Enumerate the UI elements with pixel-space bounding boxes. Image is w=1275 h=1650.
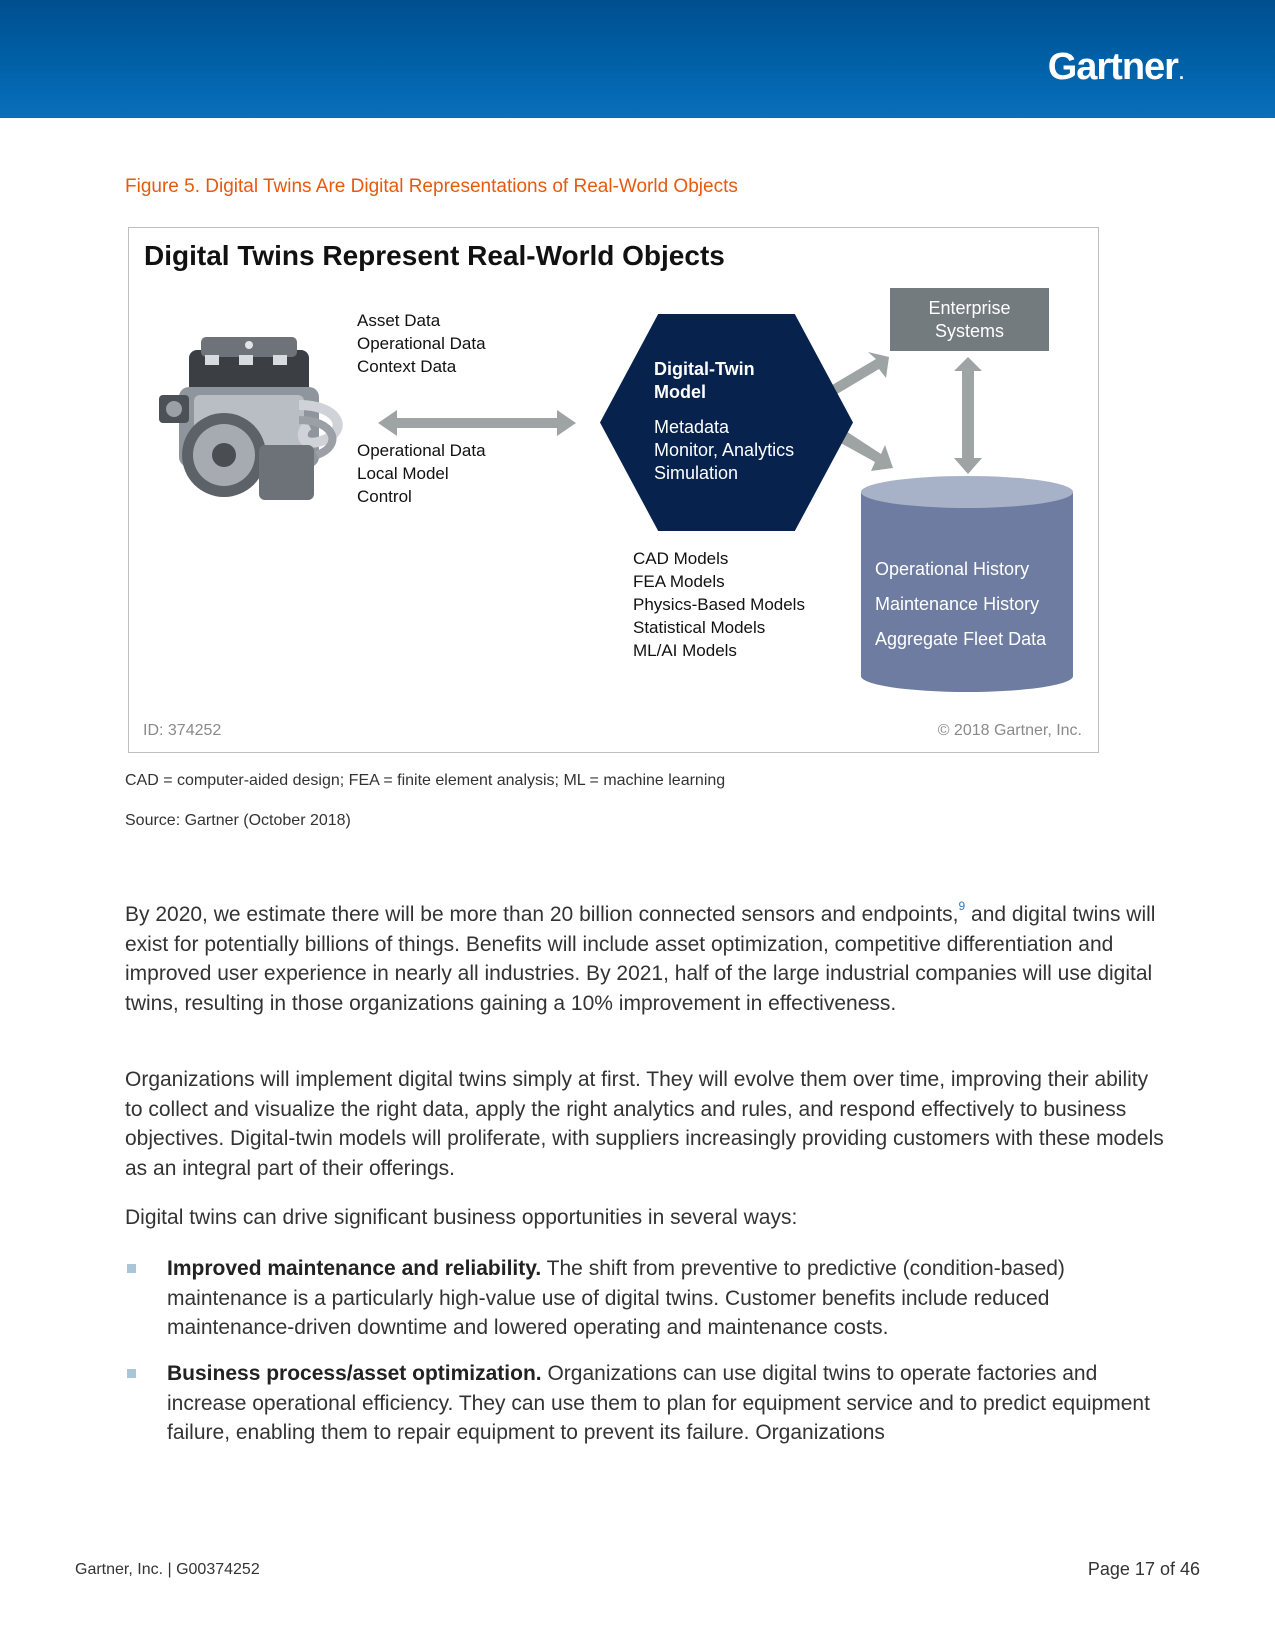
enterprise-systems-box: Enterprise Systems: [890, 288, 1049, 351]
figure-caption: Figure 5. Digital Twins Are Digital Representations of Real-World Objects: [125, 176, 738, 197]
figure-id: ID: 374252: [143, 722, 222, 739]
paragraph-3: Digital twins can drive significant business opportunities in several ways:: [125, 1206, 798, 1229]
diagram-title: Digital Twins Represent Real-World Objects: [144, 240, 725, 271]
list-item: Business process/asset optimization. Organizations can use digital twins to operate factories and increase operational efficiency. They can use them to plan for equipment service and to predict equipment failure, enabling them to repair equipment to prevent its failure. Organizations: [125, 1359, 1165, 1448]
figure-diagram: [128, 227, 1099, 753]
list-item: Improved maintenance and reliability. The shift from preventive to predictive (condition-based) maintenance is a particularly high-value use of digital twins. Customer benefits include reduced maintenance-driven downtime and lowered operating and maintenance costs.: [125, 1254, 1165, 1343]
database-items: Operational History Maintenance History Aggregate Fleet Data: [875, 559, 1047, 649]
abbreviations-note: CAD = computer-aided design; FEA = finite element analysis; ML = machine learning: [125, 772, 726, 789]
gartner-logo: Gartner.: [1047, 46, 1183, 88]
footer-page-number: Page 17 of 46: [1087, 1559, 1200, 1579]
bullet-icon: [127, 1264, 136, 1273]
bullet-icon: [127, 1369, 136, 1378]
footnote-link[interactable]: 9: [958, 899, 966, 913]
model-types-list: CAD Models FEA Models Physics-Based Models Statistical Models ML/AI Models: [633, 549, 805, 660]
page-header-banner: [0, 0, 1275, 118]
paragraph-1: By 2020, we estimate there will be more than 20 billion connected sensors and endpoints,$^9$ and digital twins will exist for potentially billions of things. Benefits will include asset optimization, competitive differentiation and improved user experience in nearly all industries. By 2021, half of the large industrial companies will use digital twins, resulting in those organizations gaining a 10% improvement in effectiveness.: [125, 899, 1156, 1015]
operational-data-labels: Operational Data Local Model Control: [357, 441, 486, 506]
asset-data-labels: Asset Data Operational Data Context Data: [357, 311, 486, 376]
figure-copyright: © 2018 Gartner, Inc.: [937, 722, 1082, 739]
digital-twin-title: Digital-Twin Model: [654, 359, 755, 402]
digital-twin-items: Metadata Monitor, Analytics Simulation: [654, 417, 795, 483]
footer-doc-id: Gartner, Inc. | G00374252: [75, 1561, 260, 1578]
paragraph-2: Organizations will implement digital twins simply at first. They will evolve them over time, improving their ability to collect and visualize the right data, apply the right analytics and rules, and respond effectively to business objectives. Digital-twin models will proliferate, with suppliers increasingly providing customers with these models as an integral part of their offerings.: [125, 1068, 1164, 1180]
source-note: Source: Gartner (October 2018): [125, 812, 351, 829]
